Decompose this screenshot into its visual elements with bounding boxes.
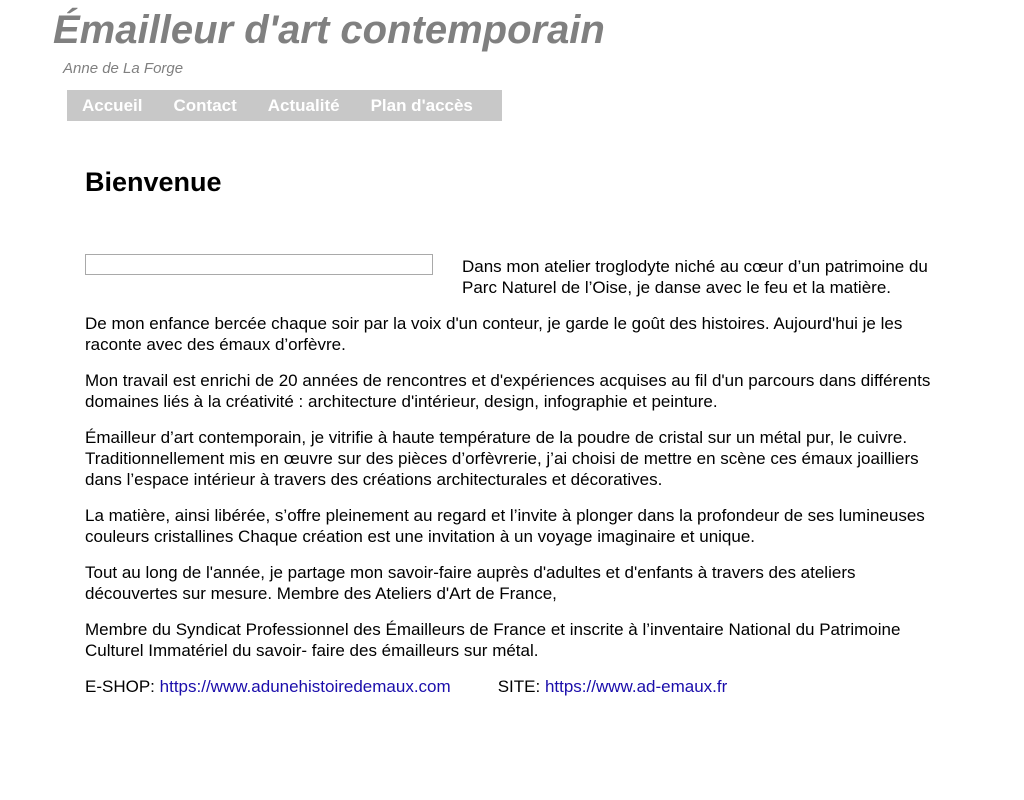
paragraph: Émailleur d’art contemporain, je vitrifie à haute température de la poudre de cristal sur un métal pur, le cuivre. Traditionnellement mis en œuvre sur des pièces d’orfèvrerie, j’ai choisi de mettre en scène ces émaux joailliers dans l’espace intérieur à travers des créations architecturales et décoratives. [85, 428, 919, 489]
main-nav [67, 90, 502, 121]
nav-item-actualite[interactable]: Actualité [267, 95, 340, 115]
paragraph: Mon travail est enrichi de 20 années de rencontres et d'expériences acquises au fil d'un parcours dans différents domaines liés à la créativité : architecture d'intérieur, design, infographie et peinture. [85, 371, 931, 411]
paragraph: Membre du Syndicat Professionnel des Émailleurs de France et inscrite à l’inventaire National du Patrimoine Culturel Immatériel du savoir- faire des émailleurs sur métal. [85, 620, 901, 660]
site-label: SITE: [497, 677, 541, 696]
site-title: Émailleur d'art contemporain [53, 8, 605, 52]
paragraph: De mon enfance bercée chaque soir par la voix d'un conteur, je garde le goût des histoires. Aujourd'hui je les raconte avec des émaux d’orfèvre. [85, 314, 903, 354]
nav-item-contact[interactable]: Contact [173, 95, 237, 115]
eshop-link[interactable]: https://www.adunehistoiredemaux.com [159, 677, 451, 696]
intro-paragraph: Dans mon atelier troglodyte niché au cœur d’un patrimoine du Parc Naturel de l’Oise, je danse avec le feu et la matière. [462, 257, 928, 297]
paragraph: La matière, ainsi libérée, s’offre pleinement au regard et l’invite à plonger dans la profondeur de ses lumineuses couleurs cristallines Chaque création est une invitation à un voyage imaginaire et unique. [85, 506, 925, 546]
site-subtitle: Anne de La Forge [63, 60, 184, 77]
paragraph: Tout au long de l'année, je partage mon savoir-faire auprès d'adultes et d'enfants à travers des ateliers découvertes sur mesure. Membre des Ateliers d'Art de France, [85, 563, 856, 603]
nav-item-plan-acces[interactable]: Plan d'accès [370, 95, 473, 115]
links-line [85, 676, 945, 697]
nav-item-accueil[interactable]: Accueil [82, 95, 143, 115]
eshop-label: E-SHOP: [85, 677, 155, 696]
site-link[interactable]: https://www.ad-emaux.fr [544, 677, 728, 696]
main-content [85, 256, 945, 712]
page-heading: Bienvenue [85, 167, 222, 197]
